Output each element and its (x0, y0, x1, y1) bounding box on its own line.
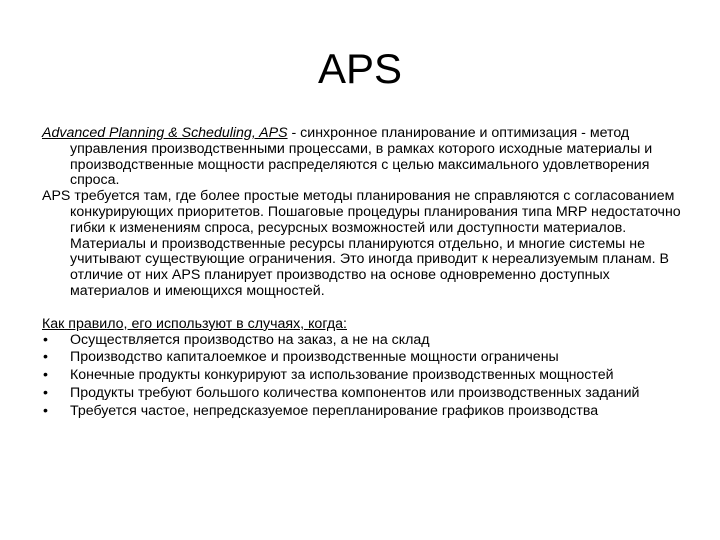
list-item-text: Продукты требуют большого количества компонентов или производственных заданий (70, 384, 640, 401)
list-item (42, 368, 692, 384)
list-item (42, 404, 692, 420)
list-item-text: Производство капиталоемкое и производственные мощности ограничены (70, 349, 559, 366)
bullet-icon: • (43, 349, 48, 366)
bullet-icon: • (43, 331, 48, 348)
bullet-icon: • (43, 384, 48, 401)
definition-text: - синхронное планирование и оптимизация - метод управления производственными процессами, в рамках которого исходные материалы и производственные мощности распределяются с целью максимального удовлетворения спроса. (70, 125, 653, 189)
paragraph-spacer (42, 300, 692, 317)
list-item (42, 333, 692, 349)
slide-title: APS (317, 45, 403, 92)
list-item-text: Требуется частое, непредсказуемое перепланирование графиков производства (70, 402, 599, 419)
cases-list (42, 333, 692, 420)
list-item (42, 350, 692, 366)
list-item (42, 386, 692, 402)
bullet-icon: • (43, 367, 48, 384)
definition-paragraph (42, 126, 692, 189)
list-item-text: Осуществляется производство на заказ, а не на склад (70, 331, 430, 348)
cases-intro: Как правило, его используют в случаях, когда: (42, 315, 347, 332)
list-item-text: Конечные продукты конкурируют за использование производственных мощностей (70, 367, 614, 384)
definition-term: Advanced Planning & Scheduling, APS (42, 125, 288, 141)
bullet-icon: • (43, 402, 48, 419)
usage-paragraph: APS требуется там, где более простые методы планирования не справляются с согласованием конкурирующих приоритетов. Пошаговые процедуры планирования типа MRP недостаточно гибки к изменениям спроса, ресурсных возможностей или доступности материалов. Материалы и производственные ресурсы планируются отдельно, и многие системы не учитывают существующие ограничения. Это иногда приводит к нереализуемым планам. В отличие от них APS планирует производство на основе одновременно доступных материалов и имеющихся мощностей. (42, 188, 681, 299)
slide-body (42, 126, 692, 422)
